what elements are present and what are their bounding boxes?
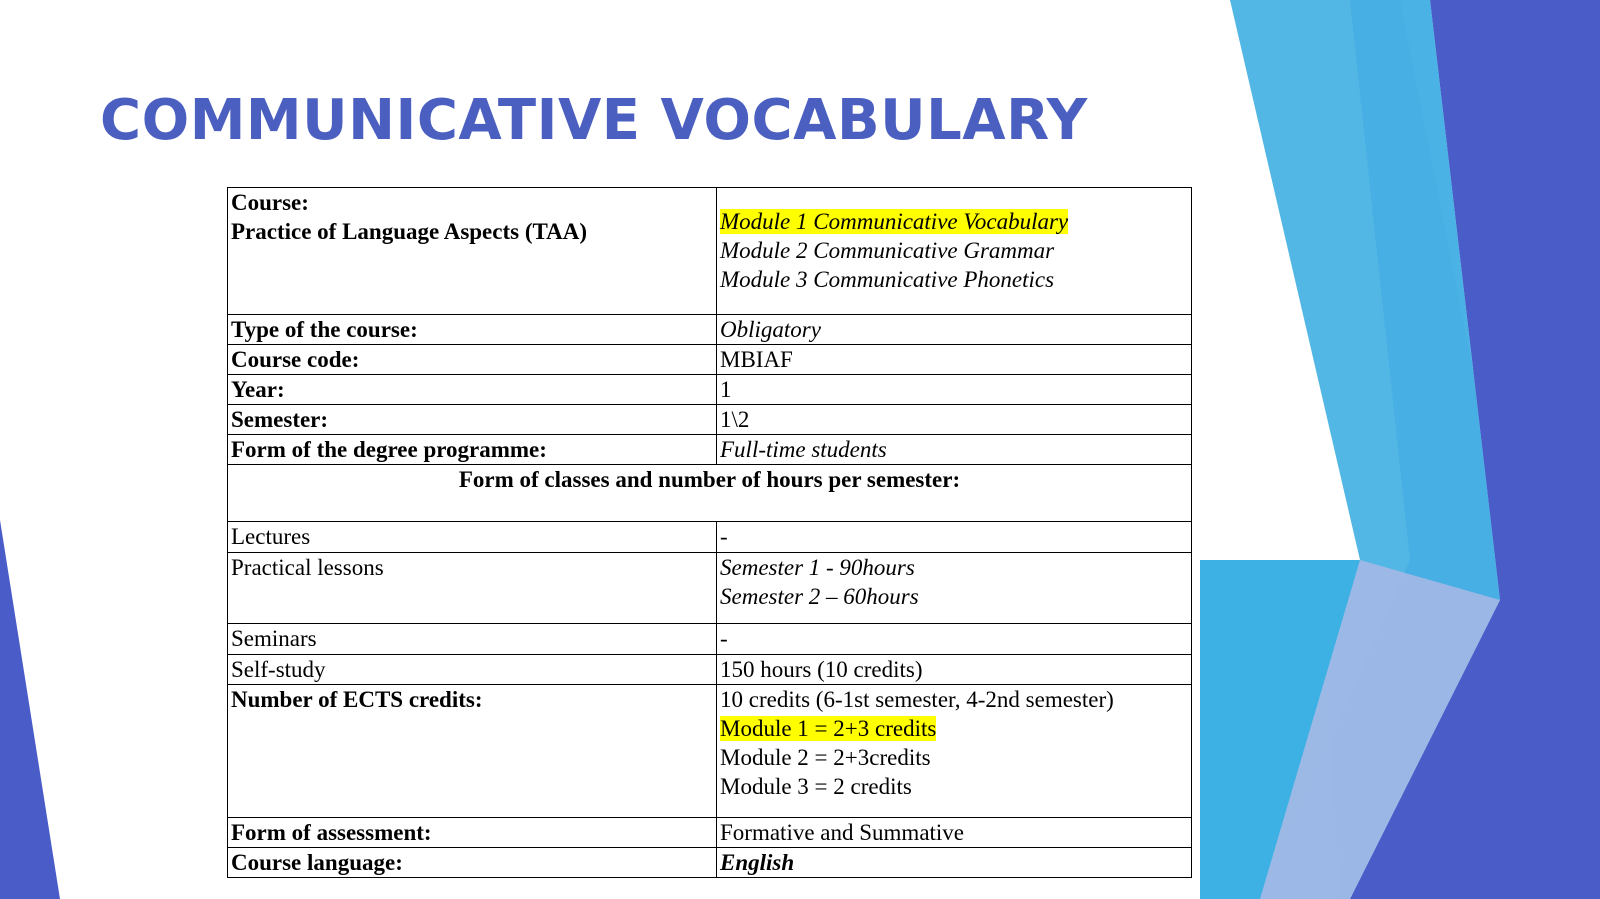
form-label: Form of the degree programme:: [228, 435, 717, 465]
lectures-value: -: [717, 522, 1192, 553]
module-2-label: Module 2 Communicative Grammar: [720, 238, 1055, 263]
self-study-value: 150 hours (10 credits): [717, 655, 1192, 685]
practical-values-cell: [717, 553, 1192, 624]
table-row: [228, 522, 1192, 553]
ects-total: 10 credits (6-1st semester, 4-2nd semester): [720, 687, 1114, 712]
course-modules-cell: [717, 188, 1192, 315]
type-value: Obligatory: [717, 315, 1192, 345]
language-label: Course language:: [228, 848, 717, 878]
ects-module-1: Module 1 = 2+3 credits: [720, 716, 937, 741]
assessment-label: Form of assessment:: [228, 818, 717, 848]
code-label: Course code:: [228, 345, 717, 375]
module-3-label: Module 3 Communicative Phonetics: [720, 267, 1055, 292]
type-label: Type of the course:: [228, 315, 717, 345]
ects-label: Number of ECTS credits:: [228, 685, 717, 818]
table-row: [228, 345, 1192, 375]
table-row: [228, 553, 1192, 624]
language-value: English: [717, 848, 1192, 878]
year-value: 1: [717, 375, 1192, 405]
self-study-label: Self-study: [228, 655, 717, 685]
module-1-label: Module 1 Communicative Vocabulary: [720, 209, 1069, 234]
form-value: Full-time students: [717, 435, 1192, 465]
lectures-label: Lectures: [228, 522, 717, 553]
practical-semester-1: Semester 1 - 90hours: [720, 555, 915, 580]
table-row: [228, 315, 1192, 345]
course-info-table: [227, 187, 1192, 878]
table-row: [228, 848, 1192, 878]
ects-values-cell: [717, 685, 1192, 818]
seminars-value: -: [717, 624, 1192, 655]
right-decoration: [1200, 0, 1600, 899]
table-row: [228, 685, 1192, 818]
table-row: [228, 188, 1192, 315]
ects-module-2: Module 2 = 2+3credits: [720, 745, 931, 770]
practical-label: Practical lessons: [228, 553, 717, 624]
table-row: [228, 818, 1192, 848]
semester-label: Semester:: [228, 405, 717, 435]
code-value: MBIAF: [717, 345, 1192, 375]
table-row: [228, 655, 1192, 685]
course-label: Course:: [231, 190, 309, 215]
course-name: Practice of Language Aspects (TAA): [231, 219, 588, 244]
table-row: [228, 375, 1192, 405]
table-row: [228, 624, 1192, 655]
year-label: Year:: [228, 375, 717, 405]
left-decoration: [0, 0, 70, 899]
course-label-cell: [228, 188, 717, 315]
table-row: [228, 405, 1192, 435]
table-row: [228, 465, 1192, 522]
assessment-value: Formative and Summative: [717, 818, 1192, 848]
seminars-label: Seminars: [228, 624, 717, 655]
table-row: [228, 435, 1192, 465]
slide-title: COMMUNICATIVE VOCABULARY: [100, 88, 1088, 153]
ects-module-3: Module 3 = 2 credits: [720, 774, 912, 799]
semester-value: 1\2: [717, 405, 1192, 435]
classes-header: Form of classes and number of hours per semester:: [228, 465, 1192, 522]
practical-semester-2: Semester 2 – 60hours: [720, 584, 919, 609]
